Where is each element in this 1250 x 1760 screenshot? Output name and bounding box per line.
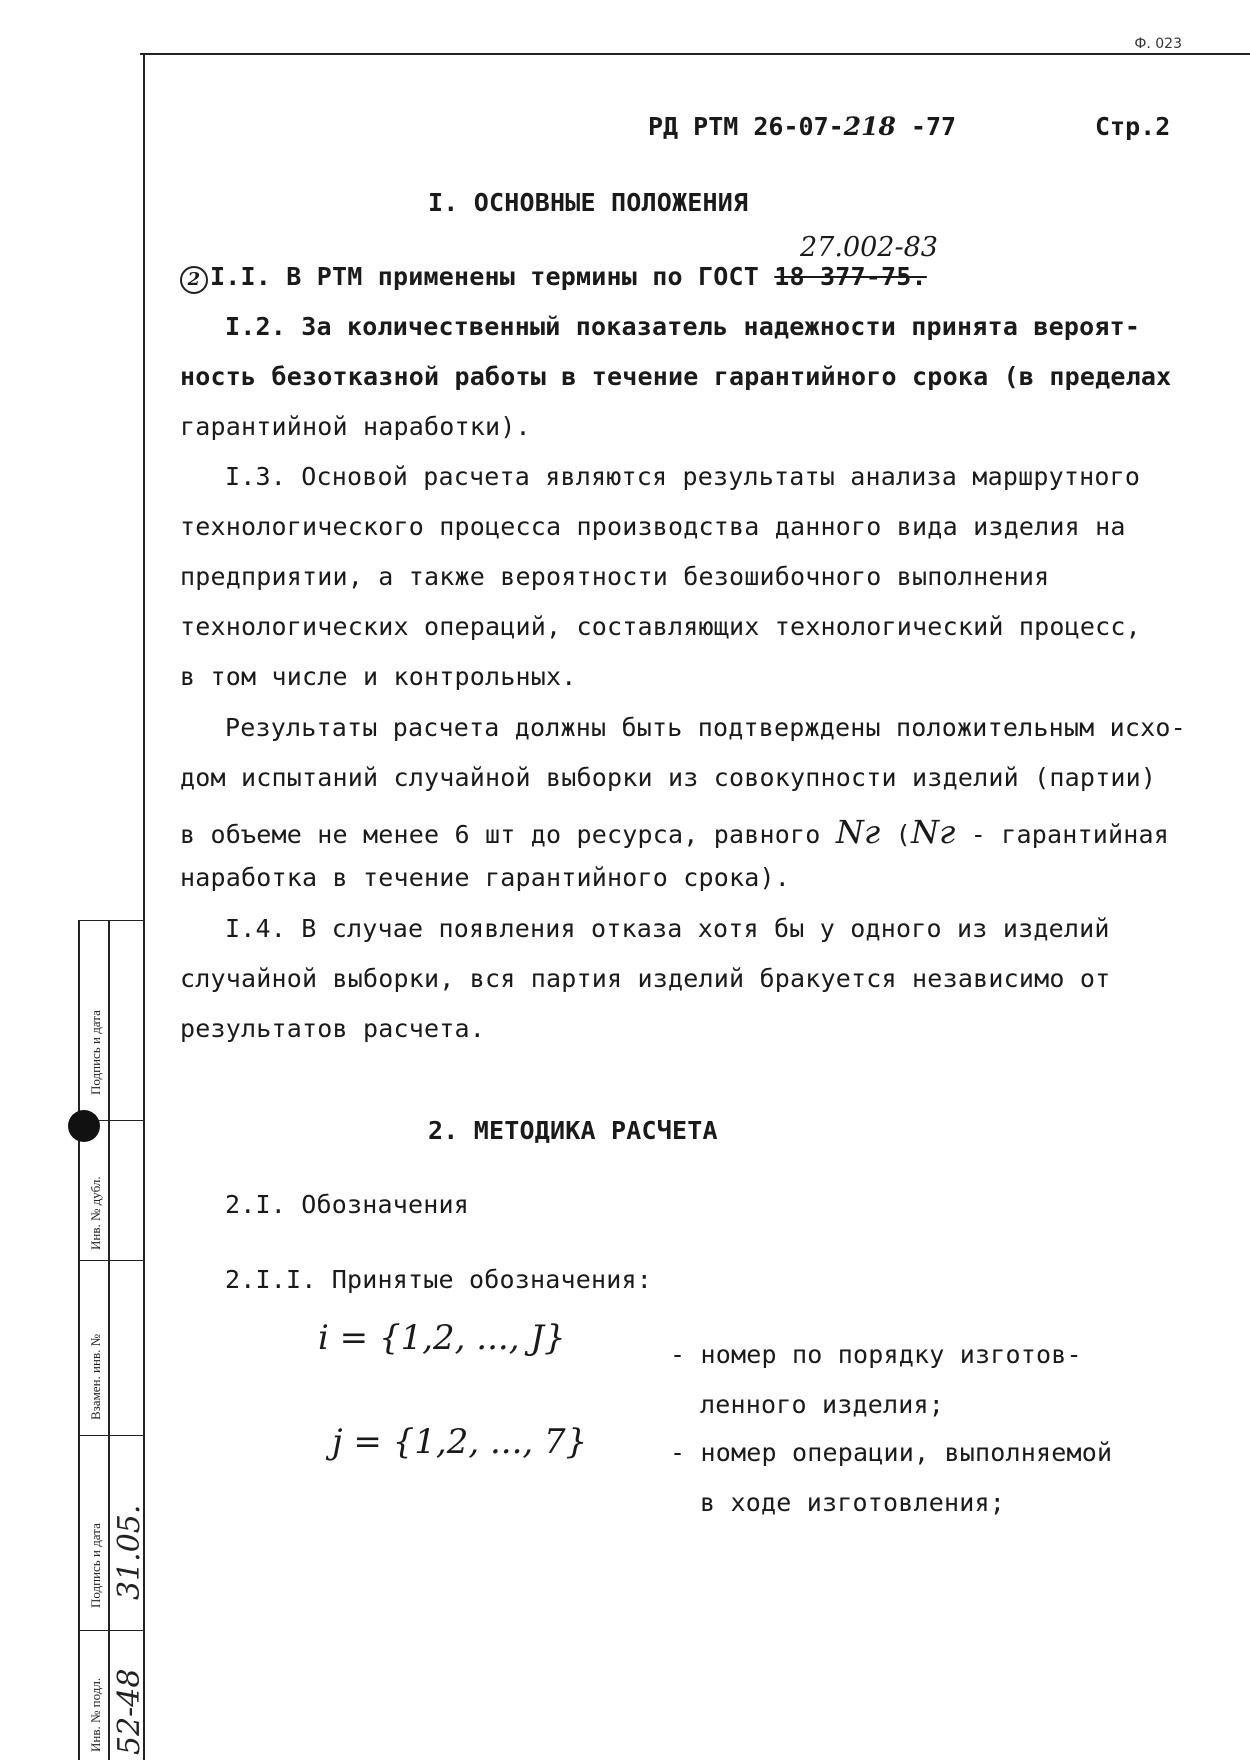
notation-j-desc: в ходе изготовления; — [700, 1488, 1006, 1517]
stamp-label-signature-date: Подпись и дата — [88, 1010, 103, 1095]
stamp-label-signature-date: Подпись и дата — [88, 1523, 103, 1608]
stamp-divider — [78, 1630, 144, 1631]
notation-i-desc: ленного изделия; — [700, 1390, 945, 1419]
subsection-2-1: 2.I. Обозначения — [225, 1190, 470, 1219]
page-number: Стр.2 — [1095, 112, 1171, 141]
section-2-title: 2. МЕТОДИКА РАСЧЕТА — [428, 1116, 718, 1145]
paragraph-1-2-line: I.2. За количественный показатель надежности принята вероят- — [225, 312, 1141, 341]
document-code: РД РТМ 26-07-218 -77 — [648, 112, 957, 141]
stamp-divider — [78, 1435, 144, 1436]
stamp-divider — [78, 1260, 144, 1261]
paragraph-1-3-line: I.3. Основой расчета являются результаты анализа маршрутного — [225, 462, 1141, 491]
stamp-vertical-line — [78, 920, 80, 1760]
paragraph-1-3-line: технологических операций, составляющих технологический процесс, — [180, 612, 1141, 641]
stamp-divider — [78, 920, 144, 921]
stamp-vertical-line — [108, 920, 110, 1760]
resource-symbol: Nг — [835, 813, 881, 851]
handwritten-date: 31.05. — [112, 1504, 147, 1600]
paragraph-results-line: Результаты расчета должны быть подтверждены положительным исхо- — [225, 713, 1186, 742]
section-1-title: I. ОСНОВНЫЕ ПОЛОЖЕНИЯ — [428, 188, 749, 217]
paragraph-1-1: 2 I.I. В РТМ применены термины по ГОСТ 18 377-75. — [180, 262, 927, 294]
paragraph-1-4-line: I.4. В случае появления отказа хотя бы у одного из изделий — [225, 914, 1110, 943]
resource-symbol: Nг — [910, 813, 956, 851]
paragraph-1-2-line: ность безотказной работы в течение гарантийного срока (в пределах — [180, 362, 1172, 391]
handwritten-gost-correction: 27.002-83 — [800, 232, 938, 263]
paragraph-results-line: наработка в течение гарантийного срока). — [180, 863, 791, 892]
paragraph-1-4-line: результатов расчета. — [180, 1014, 486, 1043]
paragraph-1-3-line: предприятии, а также вероятности безошибочного выполнения — [180, 562, 1050, 591]
paragraph-1-3-line: технологического процесса производства данного вида изделия на — [180, 512, 1126, 541]
change-mark: 2 — [180, 266, 208, 294]
stamp-label-original-inv: Инв. № подл. — [88, 1677, 103, 1752]
form-number: Ф. 023 — [1134, 36, 1182, 52]
page-frame-top — [140, 53, 1250, 55]
notation-j-desc: - номер операции, выполняемой — [670, 1438, 1113, 1467]
formula-j: j = {1,2, ..., 7} — [332, 1422, 588, 1462]
document-code-handwritten: 218 — [843, 112, 896, 141]
binder-hole — [68, 1110, 100, 1142]
struck-gost: 18 377-75. — [774, 262, 927, 291]
paragraph-results-line: дом испытаний случайной выборки из совокупности изделий (партии) — [180, 763, 1157, 792]
paragraph-results-line: в объеме не менее 6 шт до ресурса, равного Nг (Nг - гарантийная — [180, 813, 1170, 851]
handwritten-inventory-number: 52-48 — [112, 1668, 147, 1755]
stamp-label-replace-inv: Взамен. инв. № — [88, 1334, 103, 1420]
stamp-label-duplicate-inv: Инв. № дубл. — [88, 1176, 103, 1250]
formula-i: i = {1,2, ..., J} — [318, 1318, 566, 1358]
notation-i-desc: - номер по порядку изготов- — [670, 1340, 1082, 1369]
subsection-2-1-1: 2.I.I. Принятые обозначения: — [225, 1265, 653, 1294]
paragraph-1-2-line: гарантийной наработки). — [180, 412, 531, 441]
paragraph-1-4-line: случайной выборки, вся партия изделий бракуется независимо от — [180, 964, 1111, 993]
paragraph-1-3-line: в том числе и контрольных. — [180, 662, 577, 691]
